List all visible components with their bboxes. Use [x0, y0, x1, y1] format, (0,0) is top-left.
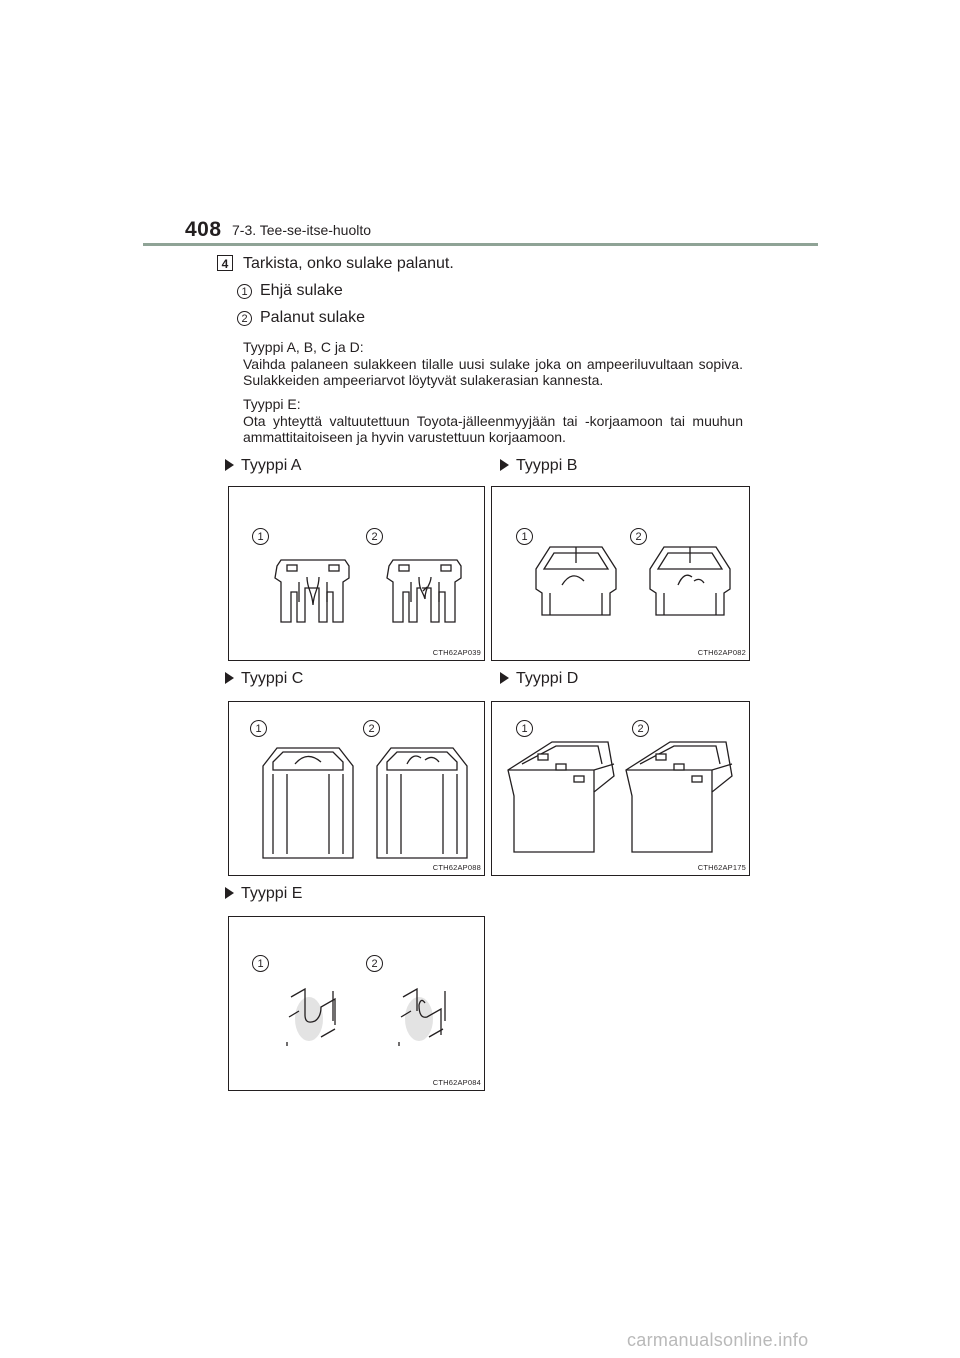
- note-body: Vaihda palaneen sulakkeen tilalle uusi sulake joka on ampeeriluvultaan sopiva. Sulakkeiden ampeeriarvot löytyvät sulakerasian kannesta.: [243, 355, 743, 388]
- callout-1: 1: [250, 720, 267, 737]
- note-types-a-d: [243, 339, 743, 389]
- figure-type-d: [491, 701, 750, 876]
- step-instruction: Tarkista, onko sulake palanut.: [243, 255, 454, 272]
- cartridge-fuse-icon: [492, 487, 751, 662]
- callout-2: 2: [363, 720, 380, 737]
- item-number-1: 1: [237, 284, 252, 299]
- type-label-c: Tyyppi C: [225, 670, 303, 688]
- callout-1: 1: [516, 528, 533, 545]
- header-rule: [143, 243, 818, 246]
- note-heading: Tyyppi A, B, C ja D:: [243, 339, 364, 355]
- figure-code: CTH62AP082: [697, 648, 746, 657]
- figure-type-a: [228, 486, 485, 661]
- type-label-b: Tyyppi B: [500, 457, 577, 475]
- callout-2: 2: [630, 528, 647, 545]
- note-body: Ota yhteyttä valtuutettuun Toyota-jälleenmyyjään tai -korjaamoon tai muuhun ammattitaitoiseen ja hyvin varustettuun korjaamoon.: [243, 412, 743, 445]
- fusible-link-icon: [229, 917, 486, 1092]
- callout-2: 2: [366, 528, 383, 545]
- callout-2: 2: [632, 720, 649, 737]
- blade-fuse-icon: [229, 487, 486, 662]
- callout-1: 1: [252, 528, 269, 545]
- note-heading: Tyyppi E:: [243, 396, 301, 412]
- note-type-e: [243, 396, 743, 446]
- footer-watermark: carmanualsonline.info: [627, 1330, 809, 1350]
- figure-code: CTH62AP039: [432, 648, 481, 657]
- triangle-bullet-icon: [225, 459, 234, 471]
- figure-type-e: [228, 916, 485, 1091]
- figure-type-b: [491, 486, 750, 661]
- type-label-e: Tyyppi E: [225, 885, 302, 903]
- callout-1: 1: [252, 955, 269, 972]
- page-number: 408: [185, 218, 222, 241]
- triangle-bullet-icon: [500, 672, 509, 684]
- type-label-a: Tyyppi A: [225, 457, 301, 475]
- step-number-badge: 4: [217, 255, 233, 271]
- item-label-blown-fuse: Palanut sulake: [260, 309, 365, 326]
- triangle-bullet-icon: [225, 672, 234, 684]
- section-title: 7-3. Tee-se-itse-huolto: [232, 222, 372, 238]
- triangle-bullet-icon: [500, 459, 509, 471]
- callout-1: 1: [516, 720, 533, 737]
- figure-code: CTH62AP175: [697, 863, 746, 872]
- triangle-bullet-icon: [225, 887, 234, 899]
- box-fuse-icon: [229, 702, 486, 877]
- figure-code: CTH62AP088: [432, 863, 481, 872]
- type-label-d: Tyyppi D: [500, 670, 578, 688]
- item-number-2: 2: [237, 311, 252, 326]
- figure-type-c: [228, 701, 485, 876]
- item-label-intact-fuse: Ehjä sulake: [260, 282, 343, 299]
- figure-code: CTH62AP084: [432, 1078, 481, 1087]
- callout-2: 2: [366, 955, 383, 972]
